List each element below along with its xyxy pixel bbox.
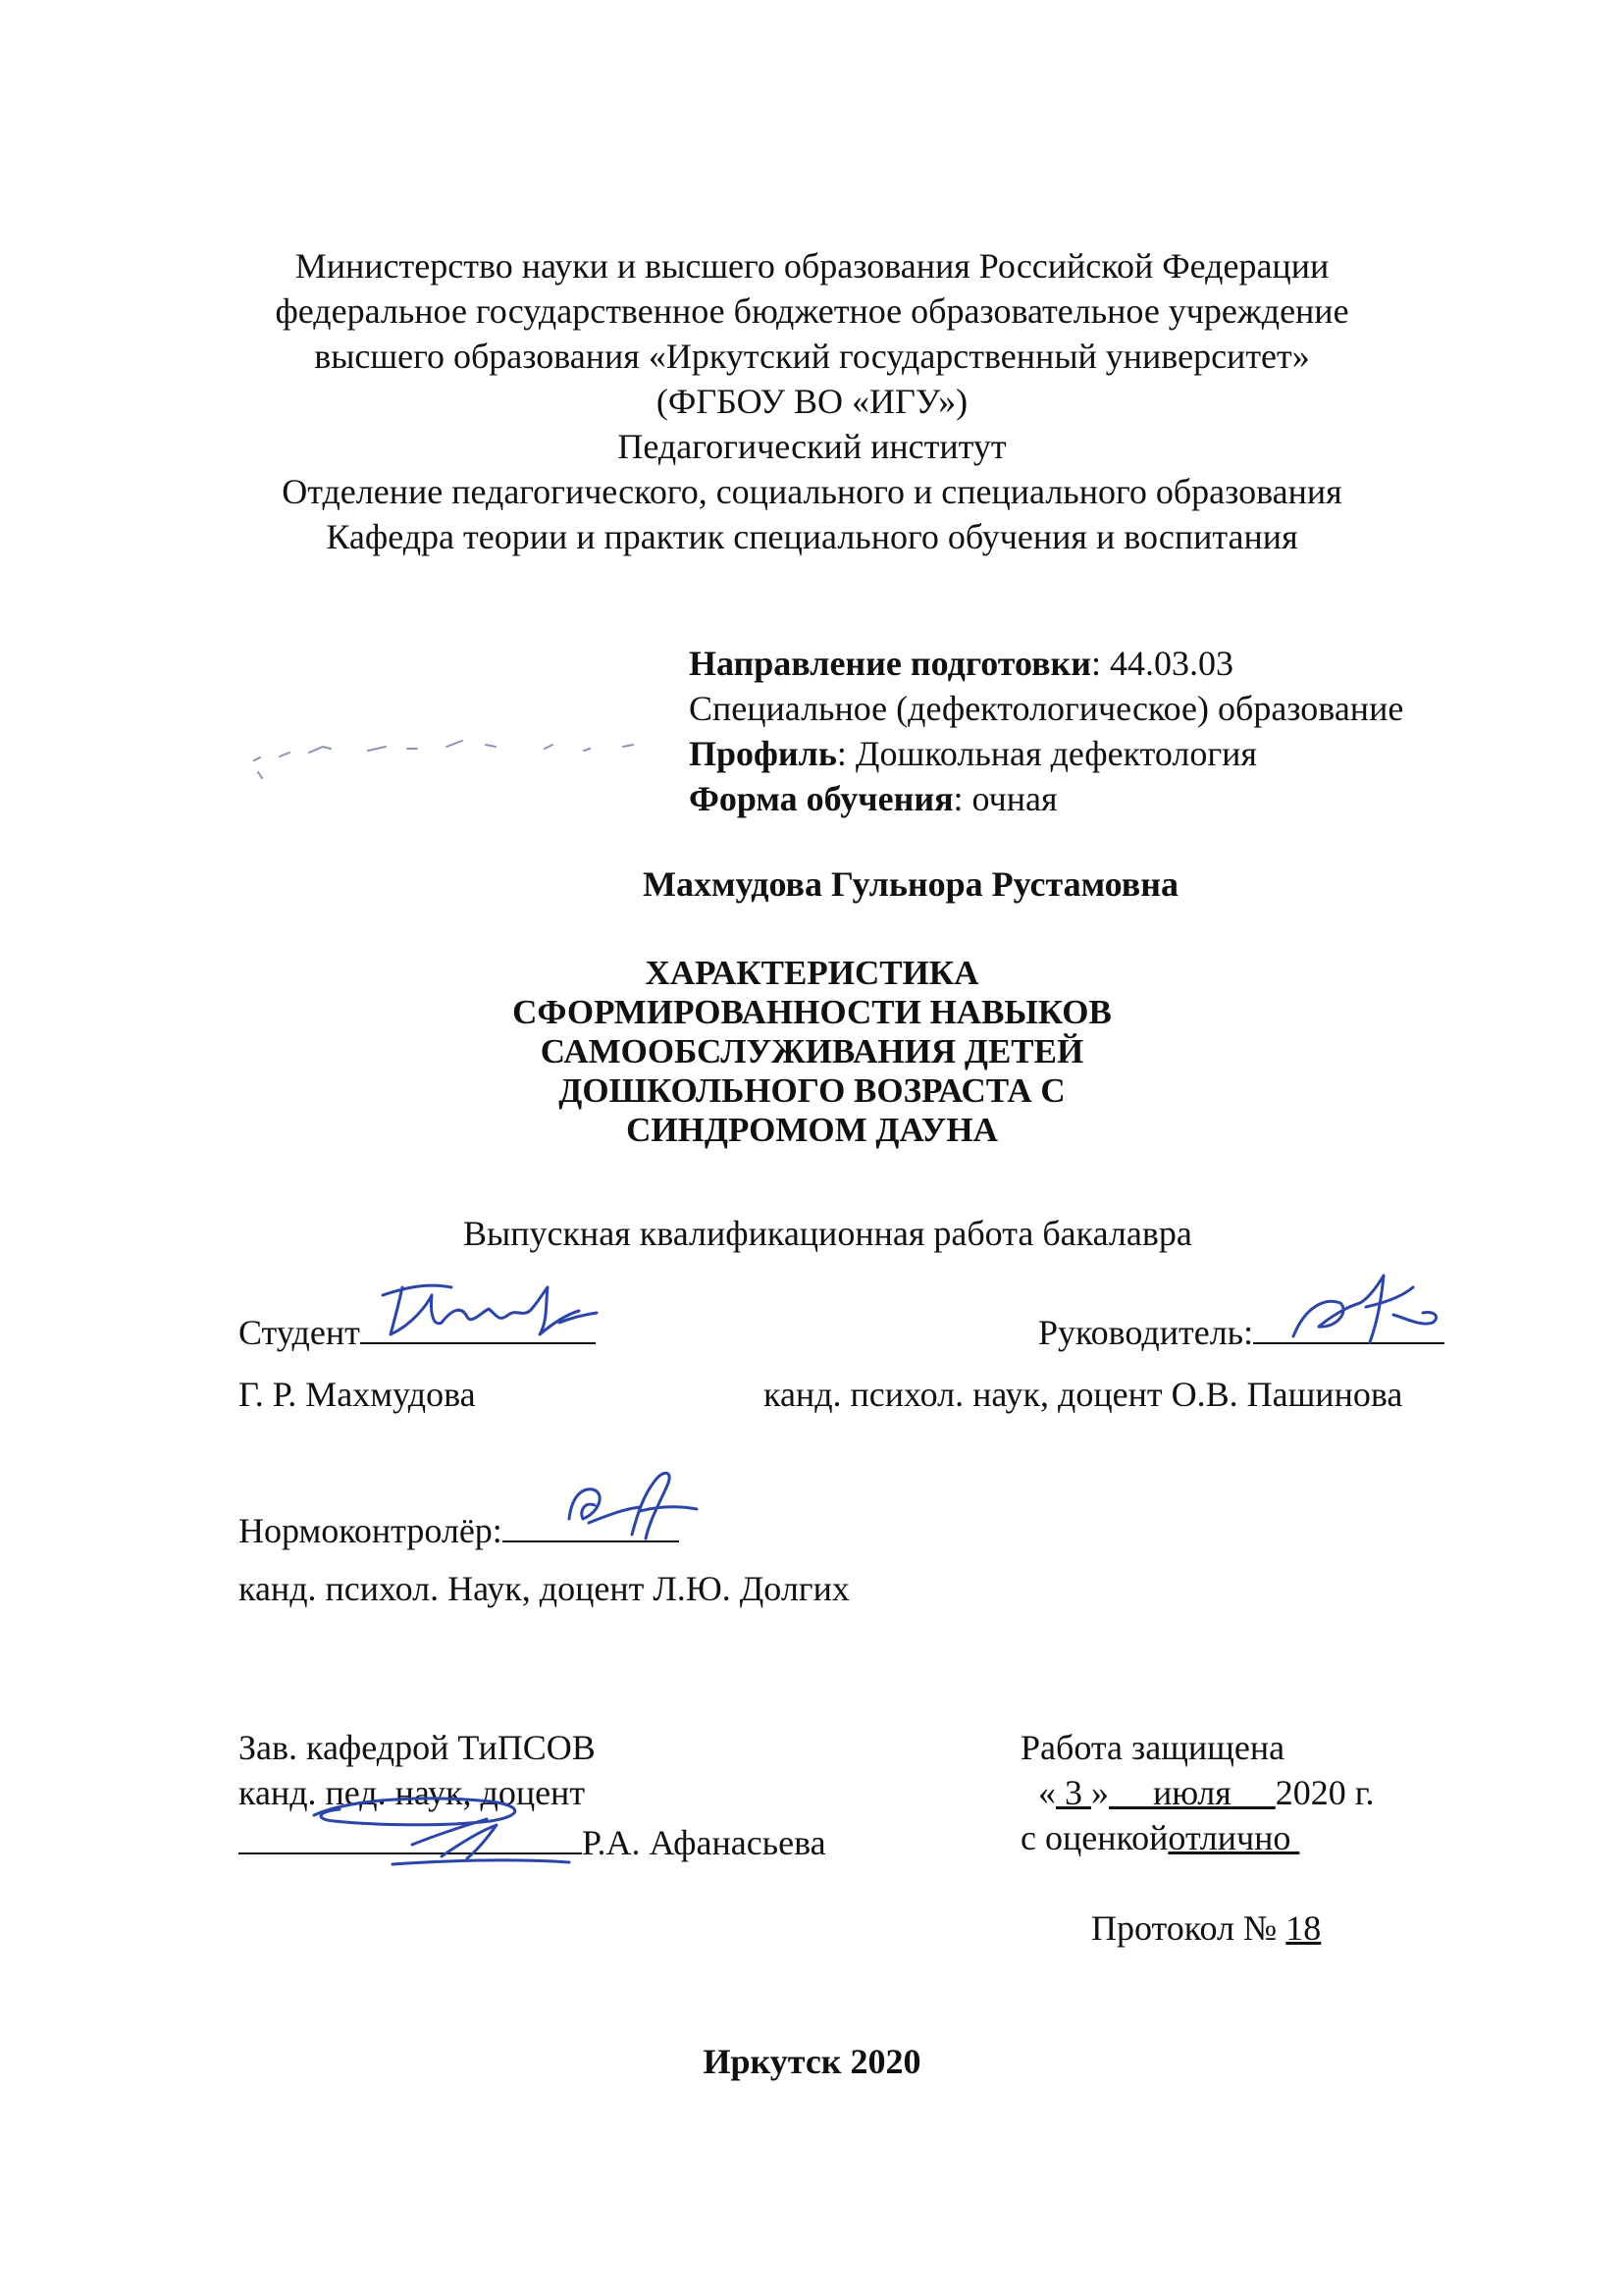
title-line: САМООБСЛУЖИВАНИЯ ДЕТЕЙ xyxy=(540,1032,1084,1070)
supervisor-name: канд. психол. наук, доцент О.В. Пашинова xyxy=(763,1375,1403,1414)
header-line-department: Кафедра теории и практик специального обучения и воспитания xyxy=(326,517,1298,556)
date-open-quote: « xyxy=(1038,1773,1056,1812)
title-line: ХАРАКТЕРИСТИКА xyxy=(645,954,979,992)
supervisor-signature xyxy=(1276,1258,1452,1356)
protocol-number: 18 xyxy=(1285,1908,1322,1948)
title-line: СФОРМИРОВАННОСТИ НАВЫКОВ xyxy=(512,993,1112,1031)
head-title: Зав. кафедрой ТиПСОВ xyxy=(238,1728,596,1767)
norm-controller-name: канд. психол. Наук, доцент Л.Ю. Долгих xyxy=(238,1569,850,1608)
student-name: Г. Р. Махмудова xyxy=(238,1375,476,1414)
city-year: Иркутск 2020 xyxy=(703,2042,921,2081)
header-line-division: Отделение педагогического, социального и специального образования xyxy=(282,472,1342,511)
head-of-department-signature xyxy=(294,1786,589,1874)
grade-value: отлично xyxy=(1168,1818,1300,1857)
direction-name: Специальное (дефектологическое) образование xyxy=(689,689,1404,728)
header-line-institution-type: федеральное государственное бюджетное образовательное учреждение xyxy=(275,291,1349,331)
header-line-institute: Педагогический институт xyxy=(617,427,1007,466)
scan-artifact xyxy=(250,721,662,780)
grade-label: с оценкой xyxy=(1021,1818,1169,1857)
defense-month: июля xyxy=(1153,1773,1231,1812)
head-name: Р.А. Афанасьева xyxy=(582,1822,826,1862)
defense-year: 2020 г. xyxy=(1275,1773,1375,1812)
title-line: СИНДРОМОМ ДАУНА xyxy=(626,1111,998,1149)
work-type: Выпускная квалификационная работа бакалавра xyxy=(463,1214,1192,1253)
institution-header xyxy=(0,243,1624,559)
direction-value: : 44.03.03 xyxy=(1091,644,1234,683)
norm-controller-label: Нормоконтролёр: xyxy=(238,1510,502,1550)
defense-status: Работа защищена xyxy=(1021,1728,1285,1767)
student-label: Студент xyxy=(238,1312,360,1352)
date-pad xyxy=(1231,1773,1276,1812)
date-pad xyxy=(1109,1773,1153,1812)
direction-label: Направление подготовки xyxy=(689,644,1092,683)
head-degree: канд. пед. наук, доцент xyxy=(238,1773,586,1812)
defense-block xyxy=(1021,1725,1375,1948)
header-line-university: высшего образования «Иркутский государственный университет» xyxy=(314,337,1310,376)
author-name: Махмудова Гульнора Рустамовна xyxy=(643,864,1179,904)
profile-label: Профиль xyxy=(689,734,837,773)
header-line-abbreviation: (ФГБОУ ВО «ИГУ») xyxy=(655,382,969,421)
defense-date xyxy=(1021,1770,1375,1815)
profile-value: : Дошкольная дефектология xyxy=(836,734,1257,773)
date-close-quote: » xyxy=(1091,1773,1109,1812)
header-line-ministry: Министерство науки и высшего образования Российской Федерации xyxy=(294,246,1330,286)
student-signature xyxy=(373,1266,628,1354)
study-form-value: : очная xyxy=(953,779,1058,818)
title-line: ДОШКОЛЬНОГО ВОЗРАСТА С xyxy=(558,1071,1066,1110)
supervisor-label: Руководитель: xyxy=(1038,1312,1254,1352)
norm-controller-signature xyxy=(550,1450,726,1558)
thesis-title xyxy=(0,954,1624,1150)
study-form-label: Форма обучения xyxy=(689,779,954,818)
defense-day: 3 xyxy=(1056,1773,1091,1812)
protocol-label: Протокол № xyxy=(1091,1908,1286,1948)
program-block xyxy=(689,641,1403,821)
